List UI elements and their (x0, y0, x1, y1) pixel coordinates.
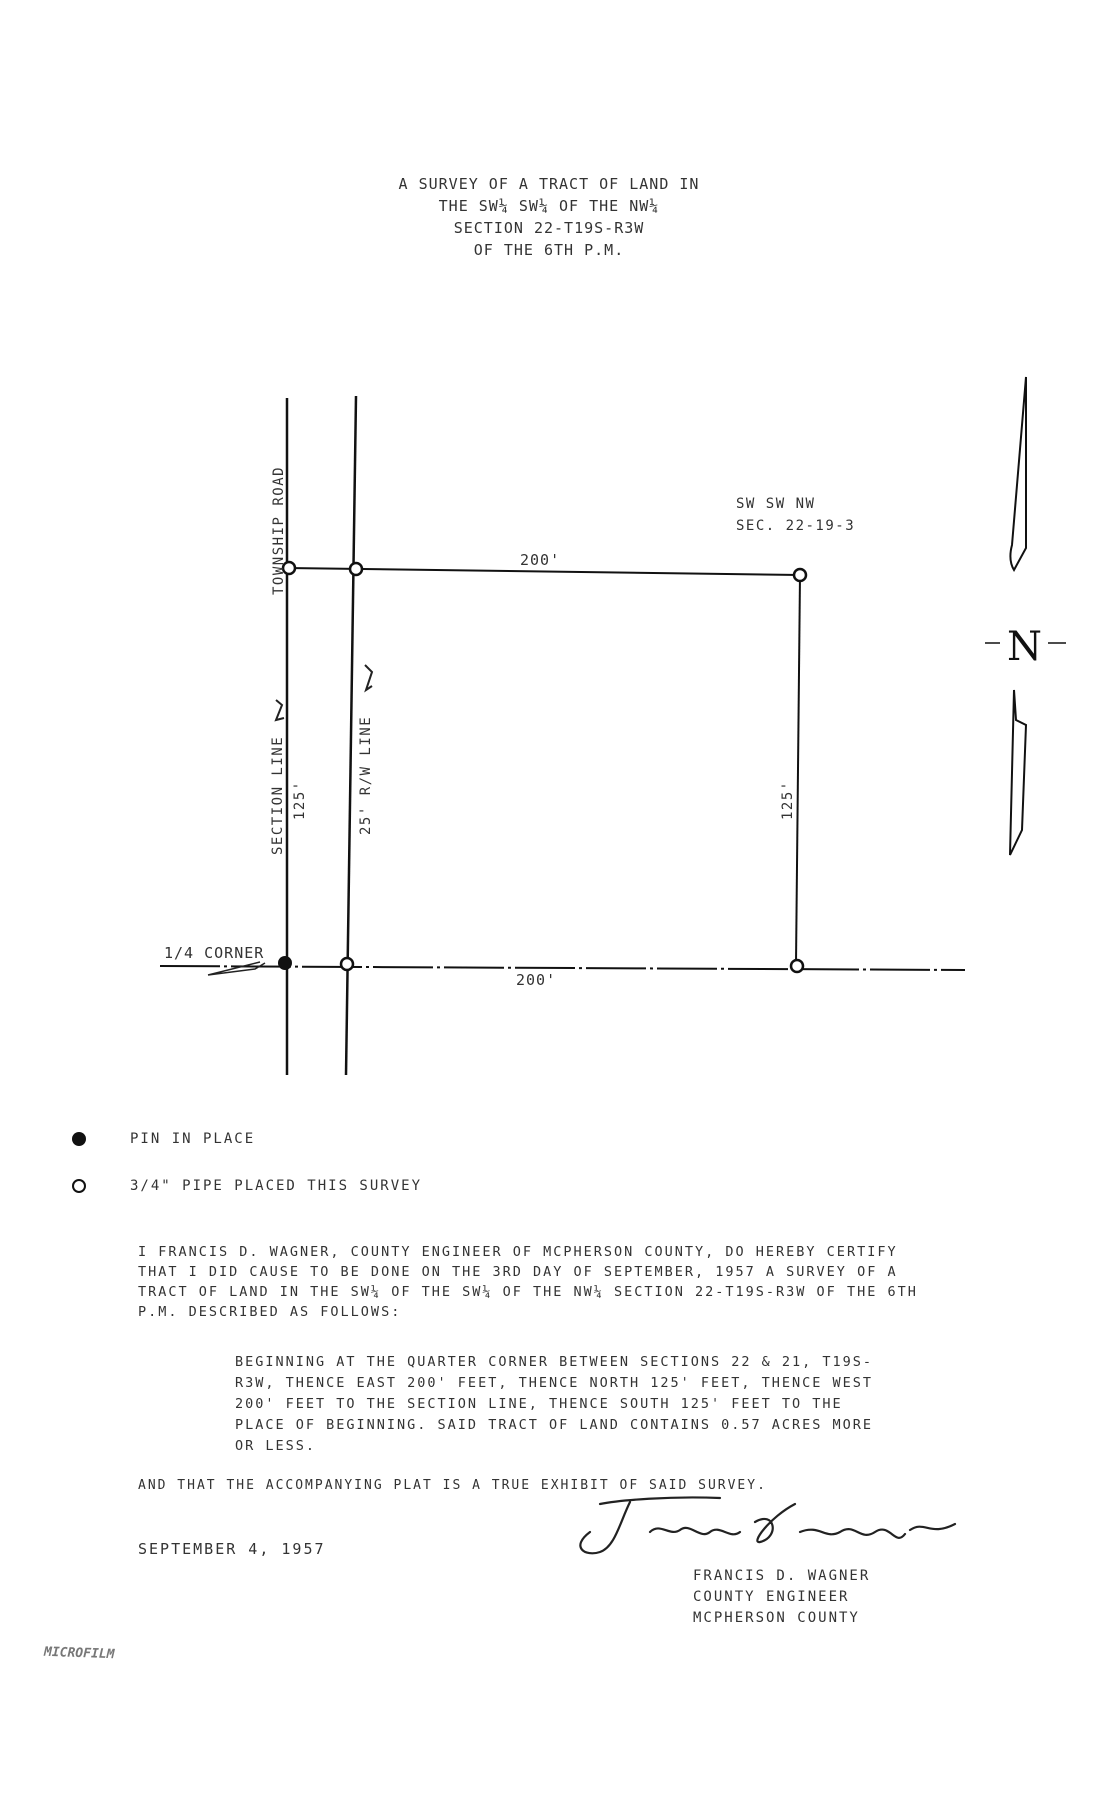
corner-arrow (208, 962, 265, 975)
east-boundary-dim: 125' (780, 780, 796, 820)
north-boundary-dim: 200' (520, 551, 561, 569)
certification-text: I FRANCIS D. WAGNER, COUNTY ENGINEER OF MCPHERSON COUNTY, DO HEREBY CERTIFY THAT I DID CAUSE TO BE DONE ON THE 3RD DAY OF SEPTEMBER, 1957 A SURVEY OF A TRACT OF LAND IN THE SW¼ OF THE SW¼ OF THE NW¼ SECTION 22-T19S-R3W OF THE 6TH P.M. DESCRIBED AS FOLLOWS: (138, 1244, 918, 1320)
legend-pipe-label: 3/4" PIPE PLACED THIS SURVEY (130, 1178, 423, 1194)
pipe-placed-legend-icon (72, 1179, 86, 1193)
rw-line (346, 396, 356, 1075)
tract-label-2: SEC. 22-19-3 (736, 518, 856, 534)
east-boundary (796, 575, 800, 963)
tract-label-1: SW SW NW (736, 496, 816, 512)
legal-description: BEGINNING AT THE QUARTER CORNER BETWEEN SECTIONS 22 & 21, T19S-R3W, THENCE EAST 200' FEET, THENCE NORTH 125' FEET, THENCE WEST 200' FEET TO THE SECTION LINE, THENCE SOUTH 125' FEET TO THE PLACE OF BEGINNING. SAID TRACT OF LAND CONTAINS 0.57 ACRES MORE OR LESS. (235, 1354, 874, 1454)
north-boundary (287, 568, 800, 575)
pipe-marker-se (791, 960, 803, 972)
pin-in-place-marker (278, 956, 292, 970)
south-boundary-dim: 200' (516, 971, 557, 989)
pipe-marker-rw-north (350, 563, 362, 575)
pipe-marker-rw-south (341, 958, 353, 970)
section-line-dim: 125' (292, 780, 308, 820)
township-road-label: TOWNSHIP ROAD (271, 465, 287, 595)
closing-statement: AND THAT THE ACCOMPANYING PLAT IS A TRUE EXHIBIT OF SAID SURVEY. (138, 1478, 767, 1493)
quarter-corner-label: 1/4 CORNER (164, 944, 265, 962)
rw-line-label: 25' R/W LINE (358, 715, 374, 835)
north-arrow-icon (985, 377, 1066, 855)
signature-date: SEPTEMBER 4, 1957 (138, 1540, 326, 1558)
signer-county: MCPHERSON COUNTY (693, 1610, 860, 1626)
title-line-3: SECTION 22-T19S-R3W (453, 219, 645, 237)
signer-name: FRANCIS D. WAGNER (693, 1568, 871, 1584)
signer-title: COUNTY ENGINEER (693, 1589, 850, 1605)
title-line-1: A SURVEY OF A TRACT OF LAND IN (398, 175, 700, 193)
pin-in-place-legend-icon (72, 1132, 86, 1146)
north-arrow-letter: N (1007, 624, 1042, 670)
signature-block (693, 1566, 870, 1629)
title-line-4: OF THE 6TH P.M. (473, 241, 625, 259)
legend-pipe (72, 1178, 422, 1194)
legend-pin (72, 1131, 255, 1147)
handwritten-signature (560, 1492, 980, 1572)
title-line-2: THE SW¼ SW¼ OF THE NW¼ (438, 197, 660, 215)
pipe-marker-ne (794, 569, 806, 581)
section-line-label: SECTION LINE (270, 735, 286, 855)
section-line-squiggle (276, 700, 284, 720)
legend-pin-label: PIN IN PLACE (130, 1131, 256, 1147)
microfilm-stamp: MICROFILM (43, 1644, 115, 1663)
rw-line-squiggle (365, 665, 372, 690)
